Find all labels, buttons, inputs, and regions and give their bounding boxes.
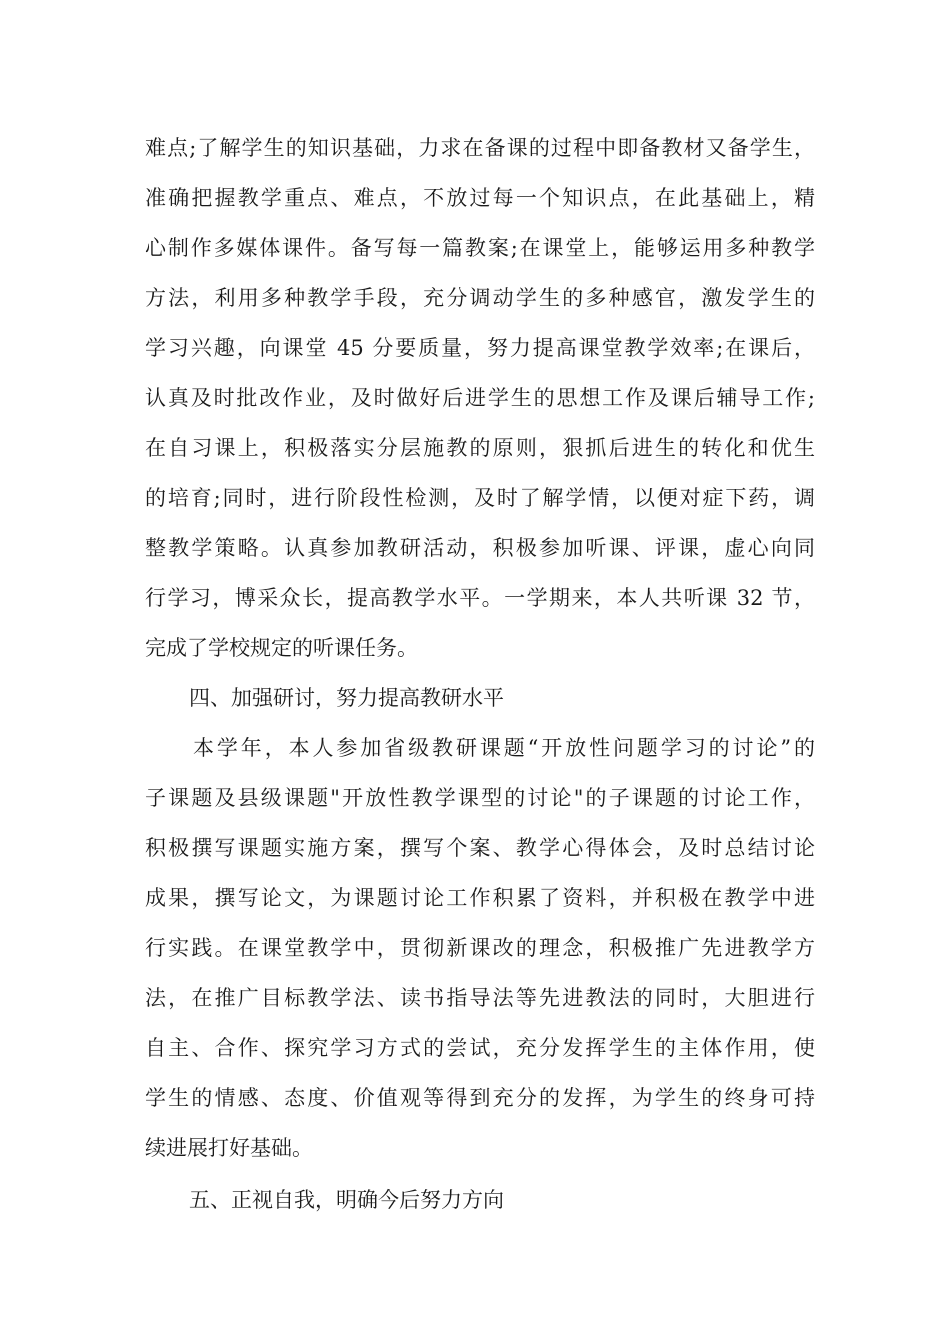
text-line: 学生的情感、态度、价值观等得到充分的发挥，为学生的终身可持 [145, 1086, 815, 1110]
text-line: 在自习课上，积极落实分层施教的原则，狠抓后进生的转化和优生 [145, 436, 815, 460]
heading-text: 五、正视自我，明确今后努力方向 [189, 1188, 504, 1212]
text-line: 子课题及县级课题"开放性教学课型的讨论"的子课题的讨论工作， [145, 786, 815, 810]
text-line: 的培育;同时，进行阶段性检测，及时了解学情，以便对症下药，调 [145, 486, 815, 510]
text-line: 行实践。在课堂教学中，贯彻新课改的理念，积极推广先进教学方 [145, 936, 815, 960]
text-line: 续进展打好基础。 [145, 1136, 313, 1160]
text-line: 难点;了解学生的知识基础，力求在备课的过程中即备教材又备学生， [145, 136, 815, 160]
text-line: 自主、合作、探究学习方式的尝试，充分发挥学生的主体作用，使 [145, 1036, 815, 1060]
text-line: 心制作多媒体课件。备写每一篇教案;在课堂上，能够运用多种教学 [145, 236, 815, 260]
text-line: 法，在推广目标教学法、读书指导法等先进教法的同时，大胆进行 [145, 986, 815, 1010]
text-line: 学习兴趣，向课堂 45 分要质量，努力提高课堂教学效率;在课后， [145, 336, 815, 360]
text-line: 本学年，本人参加省级教研课题“开放性问题学习的讨论”的 [193, 736, 815, 760]
text-line: 整教学策略。认真参加教研活动，积极参加听课、评课，虚心向同 [145, 536, 815, 560]
text-line: 认真及时批改作业，及时做好后进学生的思想工作及课后辅导工作; [145, 386, 815, 410]
paragraph-research [145, 723, 815, 1173]
text-line: 方法，利用多种教学手段，充分调动学生的多种感官，激发学生的 [145, 286, 815, 310]
heading-text: 四、加强研讨，努力提高教研水平 [189, 686, 504, 710]
text-line: 准确把握教学重点、难点，不放过每一个知识点，在此基础上，精 [145, 186, 815, 210]
text-line: 完成了学校规定的听课任务。 [145, 636, 418, 660]
section-heading-five [145, 1175, 815, 1225]
text-line: 成果，撰写论文，为课题讨论工作积累了资料，并积极在教学中进 [145, 886, 815, 910]
paragraph-teaching-work [145, 123, 815, 673]
text-line: 积极撰写课题实施方案，撰写个案、教学心得体会，及时总结讨论 [145, 836, 815, 860]
text-line: 行学习，博采众长，提高教学水平。一学期来，本人共听课 32 节， [145, 586, 815, 610]
section-heading-four [145, 673, 815, 723]
